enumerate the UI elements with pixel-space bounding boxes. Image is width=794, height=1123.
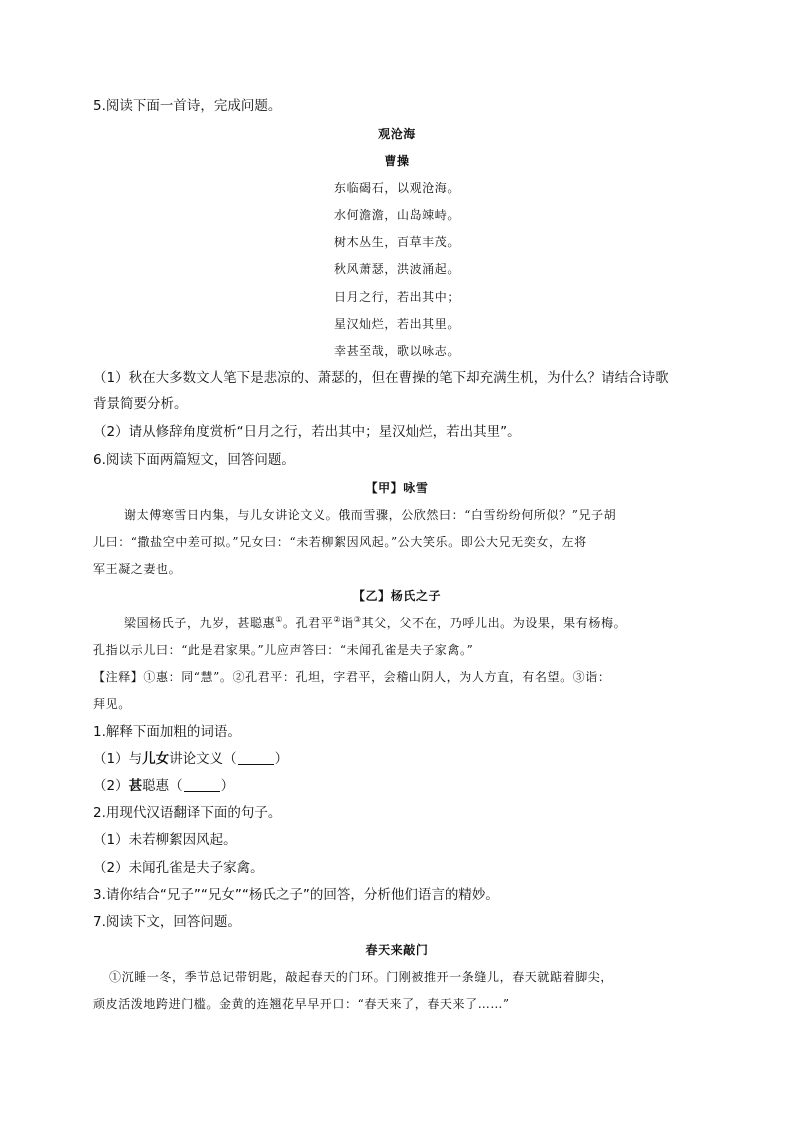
task-text: （2） [93,778,129,794]
poem-line: 树木丛生，百草丰茂。 [333,235,460,249]
yi-text-line2: 孔指以示儿曰：“此是君家果。”儿应声答曰：“未闻孔雀是夫子家禽。” [93,643,474,657]
poem-title: 观沧海 [378,127,416,141]
task-text: ） [220,778,235,794]
task2-item1: （1）未若柳絮因风起。 [93,832,237,848]
q7-para-line2: 顽皮活泼地跨进门槛。金黄的连翘花早早开口：“春天来了，春天来了……” [93,997,510,1011]
q6-heading: 6.阅读下面两篇短文，回答问题。 [93,452,295,468]
poem-line: 水何澹澹，山岛竦峙。 [333,208,460,222]
jia-text-line: 谢太傅寒雪日内集，与儿女讲论文义。俄而雪骤，公欣然曰：“白雪纷纷何所似？”兄子胡 [124,508,617,522]
q7-para-line1: ①沉睡一冬，季节总记带钥匙，敲起春天的门环。门刚被推开一条缝儿，春天就踮着脚尖， [109,970,614,984]
yi-text-part: 其父，父不在，乃呼儿出。为设果，果有杨梅。 [361,616,627,630]
task2-heading: 2.用现代汉语翻译下面的句子。 [93,805,282,821]
task-text: ） [274,751,289,767]
answer-blank[interactable] [238,750,274,765]
jia-text-line: 军王凝之妻也。 [93,562,182,576]
yi-text-line1 [124,613,626,633]
q5-heading: 5.阅读下面一首诗，完成问题。 [93,98,282,114]
footnote-marker: ② [333,615,342,624]
bold-word: 儿女 [142,751,170,767]
q7-title: 春天来敲门 [365,943,429,957]
task1-heading: 1.解释下面加粗的词语。 [93,724,241,740]
bold-word: 甚 [128,778,143,794]
note-line2: 拜见。 [93,697,131,711]
task2-item2: （2）未闻孔雀是夫子家禽。 [93,860,264,876]
poem-line: 秋风萧瑟，洪波涌起。 [333,262,460,276]
task1-item1 [93,749,288,769]
q5-sub2: （2）请从修辞角度赏析“日月之行，若出其中；星汉灿烂，若出其里”。 [93,424,521,440]
q5-sub1-line1: （1）秋在大多数文人笔下是悲凉的、萧瑟的，但在曹操的笔下却充满生机，为什么？请结合诗歌 [93,370,669,386]
poem-line: 星汉灿烂，若出其里。 [333,317,460,331]
task3: 3.请你结合“兄子”“兄女”“杨氏之子”的回答，分析他们语言的精妙。 [93,887,499,903]
jia-title: 【甲】咏雪 [365,481,429,495]
yi-title: 【乙】杨氏之子 [352,589,442,603]
yi-text-part: 梁国杨氏子，九岁，甚聪惠 [124,616,276,630]
yi-text-part: 诣 [341,616,354,630]
poem-line: 东临碣石，以观沧海。 [333,181,460,195]
q7-heading: 7.阅读下文，回答问题。 [93,914,241,930]
note-line1: 【注释】①惠：同“慧”。②孔君平：孔坦，字君平，会稽山阴人，为人方直，有名望。③诣： [93,670,611,684]
footnote-marker: ③ [353,615,362,624]
task-text: 聪惠（ [142,778,183,794]
poem-author: 曹操 [384,154,410,168]
yi-text-part: 。孔君平 [282,616,334,630]
poem-line: 幸甚至哉，歌以咏志。 [333,344,460,358]
jia-text-line: 儿曰：“撒盐空中差可拟。”兄女曰：“未若柳絮因风起。”公大笑乐。即公大兄无奕女，左将 [93,535,587,549]
task-text: 讲论文义（ [169,751,237,767]
answer-blank[interactable] [184,777,220,792]
poem-line: 日月之行，若出其中； [333,290,460,304]
footnote-marker: ① [275,615,283,624]
task-text: （1）与 [93,751,143,767]
q5-sub1-line2: 背景简要分析。 [93,396,188,412]
task1-item2 [93,776,234,796]
